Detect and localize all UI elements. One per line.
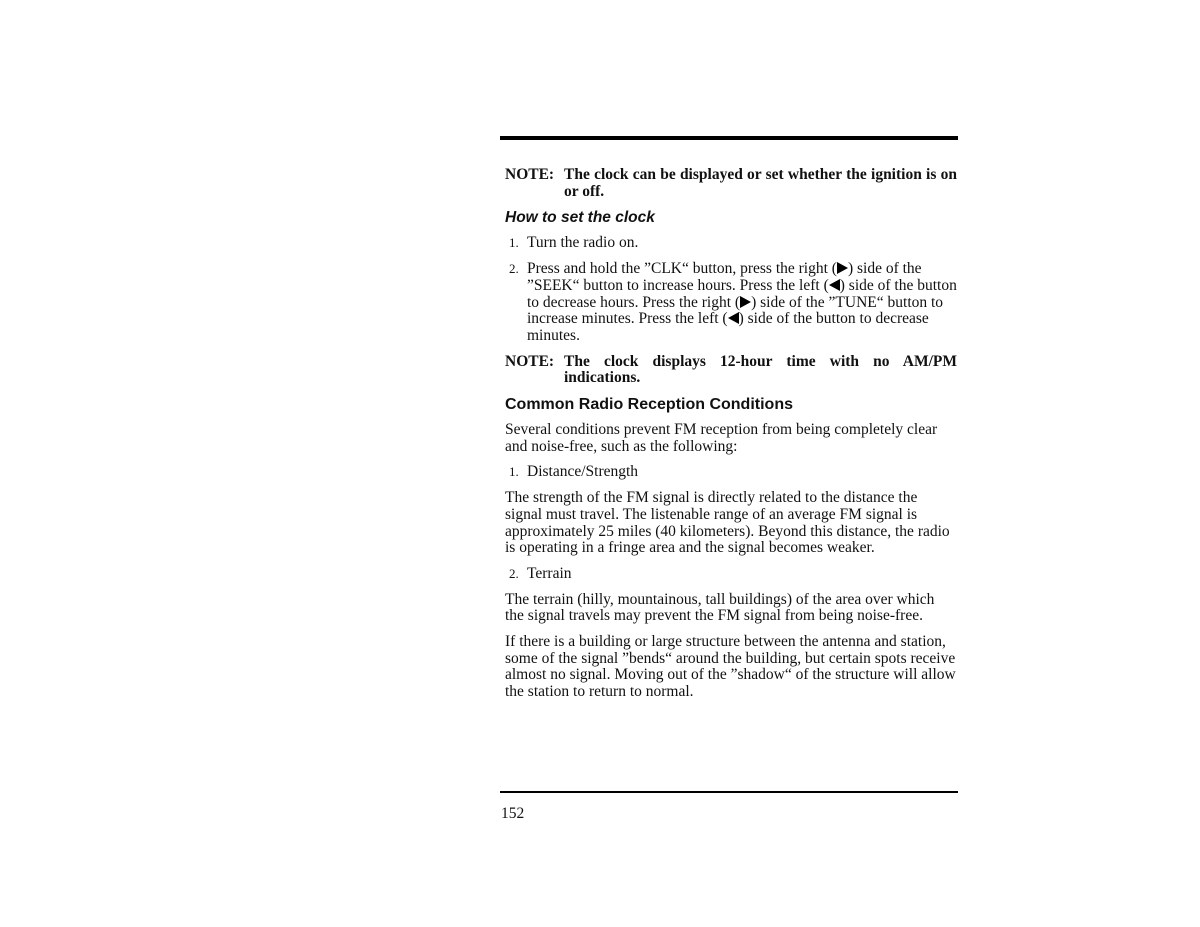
left-arrow-icon <box>728 312 739 324</box>
step-set-time <box>505 261 957 345</box>
note-12-hour <box>505 354 957 387</box>
left-arrow-icon <box>829 279 840 291</box>
note-text: The clock displays 12-hour time with no AM/PM indications. <box>564 352 957 387</box>
note-ignition <box>505 167 957 200</box>
step-text-part: Press and hold the ”CLK“ button, press the right ( <box>527 260 837 278</box>
step-text-part: ) side of the button to decrease hours. Press the right ( <box>527 276 957 311</box>
step-turn-on <box>505 235 957 252</box>
paragraph-intro: Several conditions prevent FM reception from being completely clear and noise-free, such as the following: <box>505 421 938 455</box>
note-label: NOTE: <box>505 166 555 183</box>
heading-reception-conditions: Common Radio Reception Conditions <box>505 396 793 414</box>
manual-page <box>500 136 958 701</box>
right-arrow-icon <box>740 296 751 308</box>
step-text-part: ) side of the button to decrease minutes. <box>527 310 929 344</box>
step-text <box>527 261 957 345</box>
step-text-part: ) side of the ”TUNE“ button to increase minutes. Press the left ( <box>527 293 944 328</box>
right-arrow-icon <box>837 262 848 274</box>
item-terrain <box>505 566 957 583</box>
note-text: The clock can be displayed or set whether the ignition is on or off. <box>564 166 957 200</box>
page-content <box>505 167 957 710</box>
bottom-rule <box>500 791 958 793</box>
paragraph-distance: The strength of the FM signal is directly related to the distance the signal must travel. The listenable range of an average FM signal is approximately 25 miles (40 kilometers). Beyond this distance, the radio is operating in a fringe area and the signal becomes weaker. <box>505 489 950 557</box>
page-number: 152 <box>501 805 525 822</box>
step-text: Turn the radio on. <box>527 234 639 252</box>
item-distance <box>505 464 957 481</box>
step-number: 1. <box>509 235 519 251</box>
step-text: Terrain <box>527 564 572 582</box>
paragraph-terrain: The terrain (hilly, mountainous, tall buildings) of the area over which the signal travels may prevent the FM signal from being noise-free. <box>505 590 935 625</box>
step-text-part: ) side of the ”SEEK“ button to increase hours. Press the left ( <box>527 260 922 294</box>
step-text: Distance/Strength <box>527 463 639 481</box>
paragraph-building: If there is a building or large structure between the antenna and station, some of the signal ”bends“ around the building, but certain spots receive almost no signal. Moving out of the ”shadow“ of the structure will allow the station to return to normal. <box>505 633 956 701</box>
step-number: 2. <box>509 261 519 277</box>
step-number: 1. <box>509 464 519 480</box>
step-number: 2. <box>509 565 519 581</box>
note-label: NOTE: <box>505 352 555 370</box>
heading-set-clock: How to set the clock <box>505 209 655 227</box>
top-rule <box>500 136 958 140</box>
